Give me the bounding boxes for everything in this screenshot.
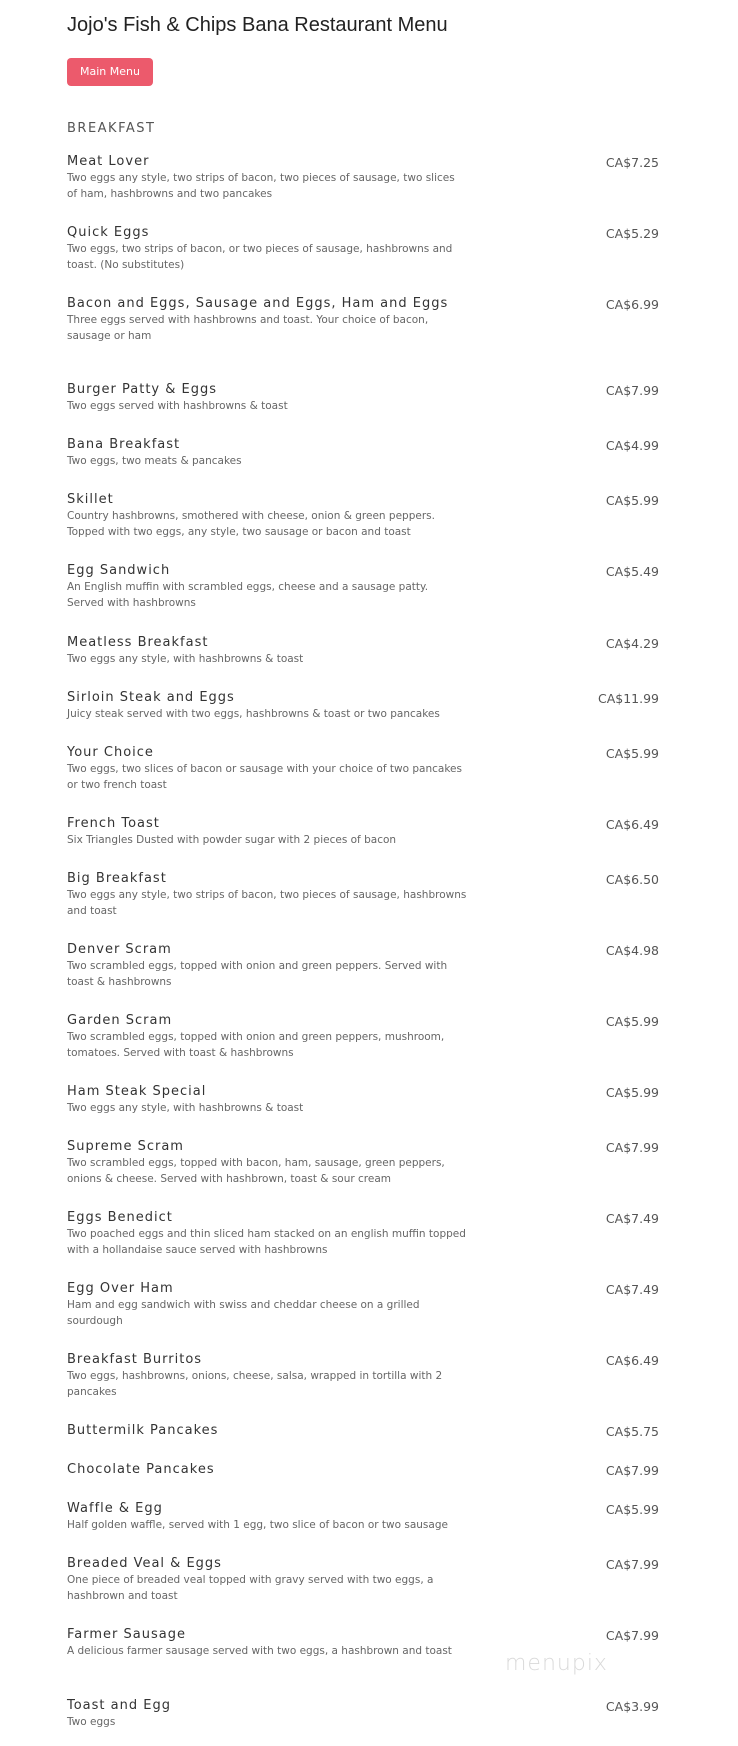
page-title: Jojo's Fish & Chips Bana Restaurant Menu — [67, 14, 448, 36]
menu-item — [67, 690, 667, 722]
item-description: Two eggs any style, with hashbrowns & toast — [67, 1102, 304, 1114]
item-price: CA$3.99 — [605, 1699, 659, 1714]
item-description: Two eggs — [67, 1716, 116, 1728]
item-price: CA$5.99 — [605, 1014, 659, 1029]
item-name: Bana Breakfast — [67, 437, 181, 452]
menu-item — [67, 1139, 667, 1187]
item-price: CA$7.25 — [605, 155, 659, 170]
item-description: One piece of breaded veal topped with gravy served with two eggs, a hashbrown and toast — [67, 1574, 434, 1602]
item-name: Your Choice — [67, 745, 154, 760]
item-price: CA$6.49 — [605, 1353, 659, 1368]
item-price: CA$4.29 — [605, 636, 659, 651]
item-description: Six Triangles Dusted with powder sugar with 2 pieces of bacon — [67, 834, 397, 846]
item-description: A delicious farmer sausage served with two eggs, a hashbrown and toast — [67, 1645, 452, 1657]
menu-item — [67, 745, 667, 793]
item-price: CA$5.99 — [605, 493, 659, 508]
item-price: CA$5.99 — [605, 1085, 659, 1100]
section-title-breakfast: BREAKFAST — [67, 121, 156, 136]
item-name: Meatless Breakfast — [67, 635, 209, 650]
menu-item — [67, 1084, 667, 1116]
item-price: CA$6.99 — [605, 297, 659, 312]
item-name: Skillet — [67, 492, 114, 507]
item-name: Eggs Benedict — [67, 1210, 173, 1225]
item-name: Garden Scram — [67, 1013, 173, 1028]
menu-item — [67, 1462, 667, 1477]
item-description: Half golden waffle, served with 1 egg, two slice of bacon or two sausage — [67, 1519, 448, 1531]
item-description: Two eggs, two strips of bacon, or two pieces of sausage, hashbrowns and toast. (No substitutes) — [67, 243, 453, 271]
item-price: CA$7.99 — [605, 1463, 659, 1478]
menu-item — [67, 816, 667, 848]
item-name: Big Breakfast — [67, 871, 167, 886]
item-description: Two scrambled eggs, topped with onion and green peppers, mushroom, tomatoes. Served with toast & hashbrowns — [67, 1031, 445, 1059]
item-price: CA$7.99 — [605, 383, 659, 398]
item-price: CA$4.98 — [605, 943, 659, 958]
menu-item — [67, 1210, 667, 1258]
menu-item — [67, 1698, 667, 1730]
item-price: CA$5.99 — [605, 1502, 659, 1517]
item-name: Buttermilk Pancakes — [67, 1423, 219, 1438]
item-name: Quick Eggs — [67, 225, 150, 240]
item-price: CA$11.99 — [597, 691, 659, 706]
item-price: CA$6.49 — [605, 817, 659, 832]
item-name: Breakfast Burritos — [67, 1352, 203, 1367]
item-description: Two eggs, hashbrowns, onions, cheese, salsa, wrapped in tortilla with 2 pancakes — [67, 1370, 443, 1398]
menupix-watermark: menupix — [505, 1651, 608, 1676]
menu-item — [67, 1281, 667, 1329]
item-name: Egg Over Ham — [67, 1281, 174, 1296]
menu-item — [67, 492, 667, 540]
item-price: CA$7.49 — [605, 1211, 659, 1226]
menu-item — [67, 296, 667, 344]
item-description: Ham and egg sandwich with swiss and cheddar cheese on a grilled sourdough — [67, 1299, 420, 1327]
item-description: Two poached eggs and thin sliced ham stacked on an english muffin topped with a hollandaise sauce served with hashbrowns — [67, 1228, 466, 1256]
item-price: CA$5.49 — [605, 564, 659, 579]
main-menu-button[interactable]: Main Menu — [67, 58, 153, 86]
item-name: Meat Lover — [67, 154, 150, 169]
item-price: CA$5.99 — [605, 746, 659, 761]
item-description: Juicy steak served with two eggs, hashbrowns & toast or two pancakes — [67, 708, 440, 720]
item-name: Denver Scram — [67, 942, 172, 957]
item-name: Burger Patty & Eggs — [67, 382, 218, 397]
item-name: Bacon and Eggs, Sausage and Eggs, Ham and Eggs — [67, 296, 449, 311]
item-price: CA$7.99 — [605, 1140, 659, 1155]
item-name: Supreme Scram — [67, 1139, 184, 1154]
item-name: Egg Sandwich — [67, 563, 171, 578]
item-price: CA$6.50 — [605, 872, 659, 887]
item-description: Two eggs served with hashbrowns & toast — [67, 400, 288, 412]
item-description: Two eggs any style, two strips of bacon, two pieces of sausage, two slices of ham, hashbrowns and two pancakes — [67, 172, 455, 200]
item-name: Chocolate Pancakes — [67, 1462, 215, 1477]
item-description: Two eggs, two slices of bacon or sausage with your choice of two pancakes or two french toast — [67, 763, 462, 791]
item-description: Two eggs any style, with hashbrowns & toast — [67, 653, 304, 665]
item-description: Country hashbrowns, smothered with cheese, onion & green peppers. Topped with two eggs, any style, two sausage or bacon and toast — [67, 510, 435, 538]
menu-item — [67, 437, 667, 469]
menu-item — [67, 1352, 667, 1400]
item-name: Breaded Veal & Eggs — [67, 1556, 222, 1571]
item-description: Two scrambled eggs, topped with onion and green peppers. Served with toast & hashbrowns — [67, 960, 448, 988]
item-description: Two eggs any style, two strips of bacon, two pieces of sausage, hashbrowns and toast — [67, 889, 467, 917]
item-name: Toast and Egg — [67, 1698, 171, 1713]
item-name: Sirloin Steak and Eggs — [67, 690, 235, 705]
item-price: CA$7.99 — [605, 1628, 659, 1643]
menu-item — [67, 1013, 667, 1061]
item-name: Waffle & Egg — [67, 1501, 163, 1516]
item-price: CA$4.99 — [605, 438, 659, 453]
menu-item — [67, 942, 667, 990]
item-price: CA$7.49 — [605, 1282, 659, 1297]
item-name: Farmer Sausage — [67, 1627, 186, 1642]
item-description: Three eggs served with hashbrowns and toast. Your choice of bacon, sausage or ham — [67, 314, 429, 342]
menu-item — [67, 563, 667, 611]
menu-item — [67, 225, 667, 273]
item-price: CA$5.29 — [605, 226, 659, 241]
menu-item — [67, 382, 667, 414]
item-name: Ham Steak Special — [67, 1084, 207, 1099]
menu-item — [67, 1501, 667, 1533]
item-description: Two eggs, two meats & pancakes — [67, 455, 242, 467]
menu-item — [67, 154, 667, 202]
menu-item — [67, 1556, 667, 1604]
item-name: French Toast — [67, 816, 160, 831]
item-price: CA$7.99 — [605, 1557, 659, 1572]
menu-item — [67, 1423, 667, 1438]
item-price: CA$5.75 — [605, 1424, 659, 1439]
item-description: An English muffin with scrambled eggs, cheese and a sausage patty. Served with hashbrowns — [67, 581, 429, 609]
menu-item — [67, 871, 667, 919]
item-description: Two scrambled eggs, topped with bacon, ham, sausage, green peppers, onions & cheese. Served with hashbrown, toast & sour cream — [67, 1157, 445, 1185]
menu-item — [67, 635, 667, 667]
